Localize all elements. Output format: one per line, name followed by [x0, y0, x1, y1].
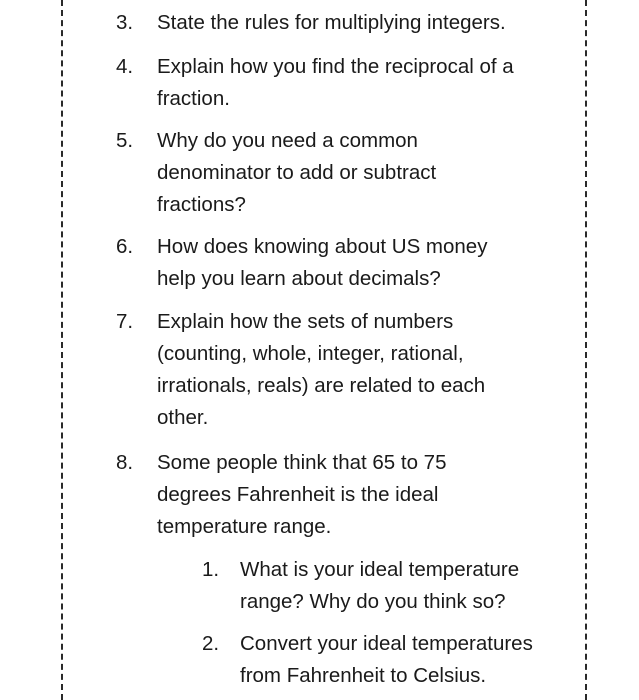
subquestion-text	[240, 628, 533, 692]
right-dashed-border	[585, 0, 587, 700]
question-text	[157, 7, 506, 39]
question-line: help you learn about decimals?	[157, 267, 441, 290]
question-number: 5.	[116, 129, 134, 152]
question-number: 7.	[116, 310, 134, 333]
question-number: 8.	[116, 451, 134, 474]
question-line: (counting, whole, integer, rational,	[157, 342, 464, 365]
subquestion-number: 2.	[202, 632, 220, 655]
question-line: State the rules for multiplying integers.	[157, 11, 506, 34]
subquestion-line: from Fahrenheit to Celsius.	[240, 664, 487, 687]
question-line: fraction.	[157, 87, 230, 110]
question-text	[157, 447, 446, 543]
question-line: temperature range.	[157, 515, 332, 538]
question-line: other.	[157, 406, 209, 429]
question-number: 6.	[116, 235, 134, 258]
question-text	[157, 125, 436, 221]
question-text	[157, 306, 485, 434]
question-line: degrees Fahrenheit is the ideal	[157, 483, 439, 506]
left-dashed-border	[61, 0, 63, 700]
question-line: fractions?	[157, 193, 246, 216]
subquestion-text	[240, 554, 519, 618]
question-line: irrationals, reals) are related to each	[157, 374, 486, 397]
question-number: 3.	[116, 11, 134, 34]
question-line: Some people think that 65 to 75	[157, 451, 447, 474]
subquestion-line: range? Why do you think so?	[240, 590, 506, 613]
question-line: Explain how you find the reciprocal of a	[157, 55, 514, 78]
subquestion-line: What is your ideal temperature	[240, 558, 520, 581]
question-line: How does knowing about US money	[157, 235, 488, 258]
question-text	[157, 231, 487, 295]
subquestion-line: Convert your ideal temperatures	[240, 632, 533, 655]
question-number: 4.	[116, 55, 134, 78]
subquestion-number: 1.	[202, 558, 220, 581]
question-line: denominator to add or subtract	[157, 161, 437, 184]
question-text	[157, 51, 514, 115]
question-line: Explain how the sets of numbers	[157, 310, 454, 333]
question-line: Why do you need a common	[157, 129, 418, 152]
